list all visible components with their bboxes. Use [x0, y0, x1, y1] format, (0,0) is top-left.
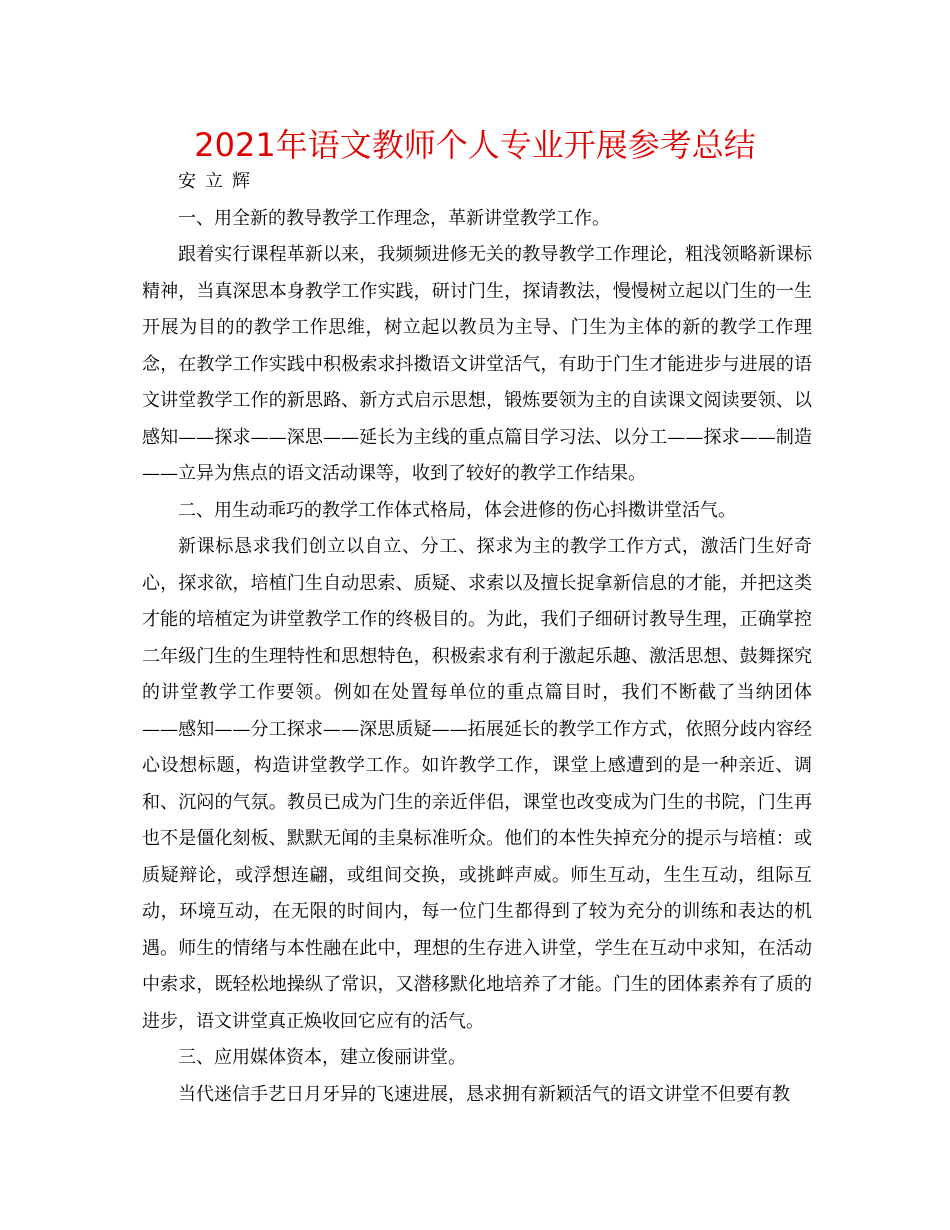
paragraph-2: 新课标恳求我们创立以自立、分工、探求为主的教学工作方式，激活门生好奇心，探求欲，培植门生自动思索、质疑、求索以及擅长捉拿新信息的才能，并把这类才能的培植定为讲堂教学工作的终极目的。为此，我们子细研讨教导生理，正确掌控二年级门生的生理特性和思想特色，积极索求有利于激起乐趣、激活思想、鼓舞探究的讲堂教学工作要领。例如在处置每单位的重点篇目时，我们不断截了当纳团体 ——感知——分工探求——深思质疑——拓展延长的教学工作方式，依照分歧内容经心设想标题，构造讲堂教学工作。如许教学工作，课堂上感遭到的是一种亲近、调和、沉闷的气氛。教员已成为门生的亲近伴侣，课堂也改变成为门生的书院，门生再也不是僵化刻板、默默无闻的圭臬标准听众。他们的本性失掉充分的提示与培植：或质疑辩论，或浮想连翩，或组间交换，或挑衅声威。师生互动，生生互动，组际互动，环境互动，在无限的时间内，每一位门生都得到了较为充分的训练和表达的机遇。师生的情绪与本性融在此中，理想的生存进入讲堂，学生在互动中求知，在活动中索求，既轻松地操纵了常识，又潜移默化地培养了才能。门生的团体素养有了质的进步，语文讲堂真正焕收回它应有的活气。	[142, 536, 812, 1032]
section-heading-1: 一、用全新的教导教学工作理念，革新讲堂教学工作。	[178, 207, 610, 229]
section-heading-2: 二、用生动乖巧的教学工作体式格局，体会进修的伤心抖擞讲堂活气。	[178, 499, 736, 521]
paragraph-3: 当代迷信手艺日月牙异的飞速进展，恳求拥有新颖活气的语文讲堂不但要有教	[178, 1083, 790, 1105]
section-heading-3: 三、应用媒体资本，建立俊丽讲堂。	[178, 1047, 466, 1068]
paragraph-1: 跟着实行课程革新以来，我频频进修无关的教导教学工作理论，粗浅领略新课标精神，当真深思本身教学工作实践，研讨门生，探请教法，慢慢树立起以门生的一生开展为目的的教学工作思维，树立起以教员为主导、门生为主体的新的教学工作理念，在教学工作实践中积极索求抖擞语文讲堂活气，有助于门生才能进步与进展的语文讲堂教学工作的新思路、新方式启示思想，锻炼要领为主的自读课文阅读要领、以感知——探求——深思——延长为主线的重点篇目学习法、以分工——探求——制造——立异为焦点的语文活动课等，收到了较好的教学工作结果。	[142, 244, 812, 484]
document-title: 2021年语文教师个人专业开展参考总结	[194, 126, 756, 164]
author-name: 安立辉	[178, 171, 259, 192]
document-body	[142, 164, 812, 1113]
